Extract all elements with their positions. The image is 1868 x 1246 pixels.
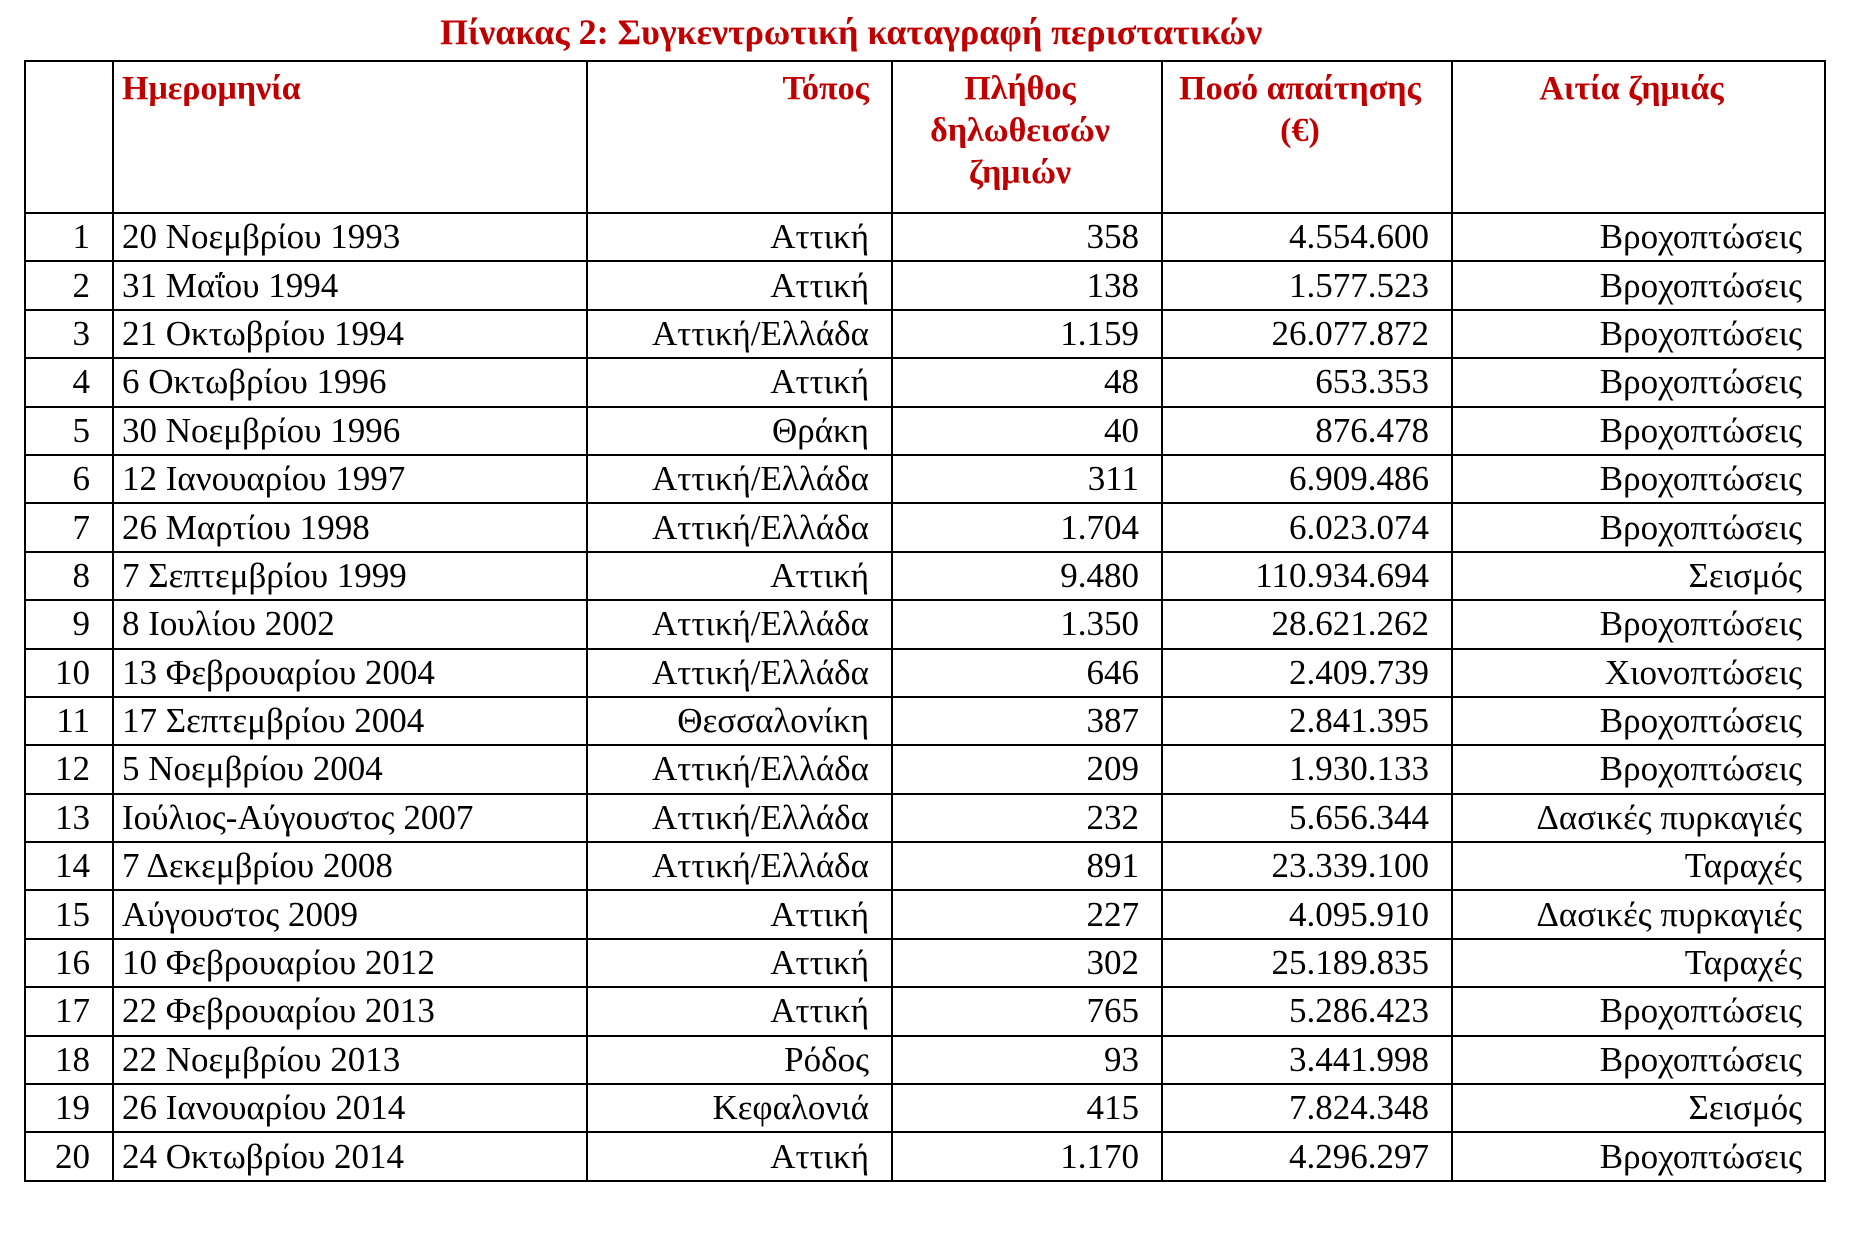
cell-count: 1.350 [892, 600, 1162, 648]
cell-amount: 25.189.835 [1162, 939, 1452, 987]
cell-amount: 26.077.872 [1162, 310, 1452, 358]
table-row [25, 794, 1825, 842]
cell-date: 30 Νοεμβρίου 1996 [113, 407, 587, 455]
cell-index: 15 [25, 890, 113, 938]
cell-cause: Βροχοπτώσεις [1452, 1036, 1825, 1084]
cell-date: 5 Νοεμβρίου 2004 [113, 745, 587, 793]
cell-cause: Βροχοπτώσεις [1452, 600, 1825, 648]
cell-amount: 110.934.694 [1162, 552, 1452, 600]
cell-index: 5 [25, 407, 113, 455]
cell-cause: Βροχοπτώσεις [1452, 455, 1825, 503]
cell-index: 6 [25, 455, 113, 503]
cell-cause: Ταραχές [1452, 842, 1825, 890]
cell-place: Αττική/Ελλάδα [587, 794, 892, 842]
cell-count: 358 [892, 213, 1162, 261]
cell-date: 13 Φεβρουαρίου 2004 [113, 649, 587, 697]
table-row [25, 455, 1825, 503]
cell-place: Ρόδος [587, 1036, 892, 1084]
cell-count: 1.170 [892, 1132, 1162, 1180]
cell-place: Αττική/Ελλάδα [587, 745, 892, 793]
cell-date: 26 Ιανουαρίου 2014 [113, 1084, 587, 1132]
cell-count: 40 [892, 407, 1162, 455]
table-row [25, 213, 1825, 261]
table-row [25, 310, 1825, 358]
cell-index: 13 [25, 794, 113, 842]
cell-cause: Βροχοπτώσεις [1452, 745, 1825, 793]
cell-index: 9 [25, 600, 113, 648]
cell-date: 7 Σεπτεμβρίου 1999 [113, 552, 587, 600]
cell-place: Θεσσαλονίκη [587, 697, 892, 745]
table-row [25, 1036, 1825, 1084]
cell-place: Αττική [587, 890, 892, 938]
cell-date: 10 Φεβρουαρίου 2012 [113, 939, 587, 987]
cell-amount: 6.909.486 [1162, 455, 1452, 503]
cell-count: 891 [892, 842, 1162, 890]
header-row [25, 61, 1825, 213]
cell-index: 18 [25, 1036, 113, 1084]
cell-cause: Βροχοπτώσεις [1452, 503, 1825, 551]
cell-date: 22 Φεβρουαρίου 2013 [113, 987, 587, 1035]
header-count: Πλήθος δηλωθεισών ζημιών [892, 61, 1162, 213]
cell-cause: Χιονοπτώσεις [1452, 649, 1825, 697]
cell-index: 10 [25, 649, 113, 697]
table-row [25, 745, 1825, 793]
cell-cause: Βροχοπτώσεις [1452, 1132, 1825, 1180]
cell-index: 8 [25, 552, 113, 600]
cell-place: Αττική [587, 261, 892, 309]
cell-index: 3 [25, 310, 113, 358]
cell-place: Θράκη [587, 407, 892, 455]
table-row [25, 261, 1825, 309]
cell-date: 17 Σεπτεμβρίου 2004 [113, 697, 587, 745]
cell-place: Αττική [587, 939, 892, 987]
table-row [25, 842, 1825, 890]
table-caption: Πίνακας 2: Συγκεντρωτική καταγραφή περιστατικών [440, 12, 1263, 52]
cell-place: Αττική/Ελλάδα [587, 842, 892, 890]
cell-count: 765 [892, 987, 1162, 1035]
table-row [25, 552, 1825, 600]
header-cause: Αιτία ζημιάς [1452, 61, 1825, 213]
cell-count: 138 [892, 261, 1162, 309]
cell-amount: 4.095.910 [1162, 890, 1452, 938]
cell-index: 20 [25, 1132, 113, 1180]
cell-place: Αττική/Ελλάδα [587, 310, 892, 358]
cell-cause: Σεισμός [1452, 1084, 1825, 1132]
cell-amount: 653.353 [1162, 358, 1452, 406]
cell-place: Αττική/Ελλάδα [587, 649, 892, 697]
incidents-table [24, 60, 1826, 1182]
cell-date: 21 Οκτωβρίου 1994 [113, 310, 587, 358]
cell-date: 12 Ιανουαρίου 1997 [113, 455, 587, 503]
table-row [25, 649, 1825, 697]
cell-date: Ιούλιος-Αύγουστος 2007 [113, 794, 587, 842]
cell-count: 227 [892, 890, 1162, 938]
table-row [25, 939, 1825, 987]
cell-place: Αττική [587, 552, 892, 600]
cell-place: Κεφαλονιά [587, 1084, 892, 1132]
cell-place: Αττική [587, 1132, 892, 1180]
cell-cause: Βροχοπτώσεις [1452, 358, 1825, 406]
cell-index: 16 [25, 939, 113, 987]
header-date: Ημερομηνία [113, 61, 587, 213]
cell-place: Αττική/Ελλάδα [587, 600, 892, 648]
cell-count: 302 [892, 939, 1162, 987]
cell-count: 311 [892, 455, 1162, 503]
table-row [25, 1132, 1825, 1180]
cell-index: 14 [25, 842, 113, 890]
cell-amount: 5.656.344 [1162, 794, 1452, 842]
cell-amount: 23.339.100 [1162, 842, 1452, 890]
cell-count: 1.704 [892, 503, 1162, 551]
cell-index: 4 [25, 358, 113, 406]
header-index [25, 61, 113, 213]
cell-count: 93 [892, 1036, 1162, 1084]
table-row [25, 1084, 1825, 1132]
cell-date: 22 Νοεμβρίου 2013 [113, 1036, 587, 1084]
cell-place: Αττική [587, 213, 892, 261]
cell-place: Αττική/Ελλάδα [587, 455, 892, 503]
cell-cause: Βροχοπτώσεις [1452, 261, 1825, 309]
cell-date: 6 Οκτωβρίου 1996 [113, 358, 587, 406]
cell-amount: 876.478 [1162, 407, 1452, 455]
cell-amount: 7.824.348 [1162, 1084, 1452, 1132]
cell-amount: 2.841.395 [1162, 697, 1452, 745]
table-row [25, 697, 1825, 745]
cell-count: 646 [892, 649, 1162, 697]
table-row [25, 407, 1825, 455]
cell-cause: Σεισμός [1452, 552, 1825, 600]
cell-count: 48 [892, 358, 1162, 406]
cell-index: 11 [25, 697, 113, 745]
cell-amount: 2.409.739 [1162, 649, 1452, 697]
cell-count: 209 [892, 745, 1162, 793]
cell-date: 24 Οκτωβρίου 2014 [113, 1132, 587, 1180]
cell-place: Αττική [587, 358, 892, 406]
cell-count: 415 [892, 1084, 1162, 1132]
cell-cause: Βροχοπτώσεις [1452, 697, 1825, 745]
cell-amount: 4.296.297 [1162, 1132, 1452, 1180]
cell-count: 387 [892, 697, 1162, 745]
table-row [25, 600, 1825, 648]
cell-amount: 3.441.998 [1162, 1036, 1452, 1084]
cell-date: 31 Μαΐου 1994 [113, 261, 587, 309]
cell-amount: 1.577.523 [1162, 261, 1452, 309]
cell-place: Αττική/Ελλάδα [587, 503, 892, 551]
cell-index: 17 [25, 987, 113, 1035]
cell-cause: Δασικές πυρκαγιές [1452, 794, 1825, 842]
cell-place: Αττική [587, 987, 892, 1035]
cell-count: 1.159 [892, 310, 1162, 358]
cell-cause: Βροχοπτώσεις [1452, 407, 1825, 455]
cell-cause: Βροχοπτώσεις [1452, 310, 1825, 358]
header-amount: Ποσό απαίτησης (€) [1162, 61, 1452, 213]
cell-count: 9.480 [892, 552, 1162, 600]
cell-index: 2 [25, 261, 113, 309]
table-row [25, 358, 1825, 406]
cell-index: 1 [25, 213, 113, 261]
cell-cause: Βροχοπτώσεις [1452, 213, 1825, 261]
cell-amount: 4.554.600 [1162, 213, 1452, 261]
cell-amount: 5.286.423 [1162, 987, 1452, 1035]
cell-amount: 6.023.074 [1162, 503, 1452, 551]
table-row [25, 503, 1825, 551]
cell-date: 8 Ιουλίου 2002 [113, 600, 587, 648]
cell-amount: 28.621.262 [1162, 600, 1452, 648]
cell-index: 19 [25, 1084, 113, 1132]
cell-date: 26 Μαρτίου 1998 [113, 503, 587, 551]
table-body [25, 213, 1825, 1181]
cell-amount: 1.930.133 [1162, 745, 1452, 793]
cell-cause: Ταραχές [1452, 939, 1825, 987]
table-row [25, 890, 1825, 938]
header-place: Τόπος [587, 61, 892, 213]
cell-cause: Βροχοπτώσεις [1452, 987, 1825, 1035]
cell-index: 12 [25, 745, 113, 793]
cell-cause: Δασικές πυρκαγιές [1452, 890, 1825, 938]
cell-index: 7 [25, 503, 113, 551]
cell-date: 20 Νοεμβρίου 1993 [113, 213, 587, 261]
cell-count: 232 [892, 794, 1162, 842]
cell-date: 7 Δεκεμβρίου 2008 [113, 842, 587, 890]
cell-date: Αύγουστος 2009 [113, 890, 587, 938]
table-row [25, 987, 1825, 1035]
